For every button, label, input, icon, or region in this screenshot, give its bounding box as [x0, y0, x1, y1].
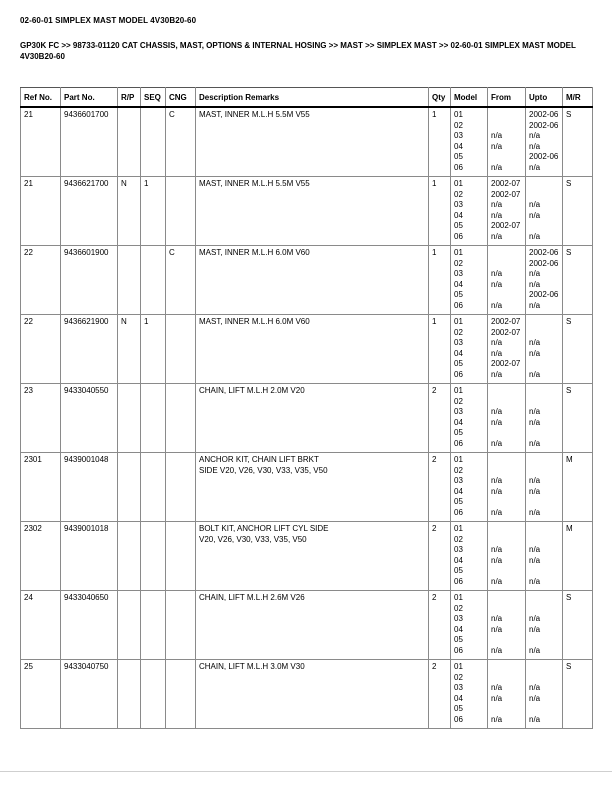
upto-line	[529, 455, 559, 466]
cng-cell	[166, 453, 196, 522]
model-line: 03	[454, 200, 463, 210]
upto-line	[529, 593, 559, 604]
upto-line: n/a	[529, 476, 541, 486]
upto-line	[529, 662, 559, 673]
from-line: n/a	[491, 507, 503, 517]
upto-line: n/a	[529, 714, 541, 724]
upto-line: n/a	[529, 141, 541, 151]
model-line: 04	[454, 141, 463, 151]
from-line: 2002-07	[491, 359, 521, 369]
table-row	[21, 522, 593, 591]
description-line: ANCHOR KIT, CHAIN LIFT BRKT	[199, 455, 319, 465]
from-line: n/a	[491, 269, 503, 279]
parts-table	[20, 87, 593, 729]
model-line: 01	[454, 110, 463, 120]
col-header-description: Description Remarks	[196, 88, 429, 108]
model-line: 01	[454, 248, 463, 258]
upto-line	[529, 386, 559, 397]
from-line: n/a	[491, 438, 503, 448]
description-line: V20, V26, V30, V33, V35, V50	[199, 534, 307, 544]
from-line	[491, 455, 522, 466]
from-cell	[488, 384, 526, 453]
rp-cell	[118, 107, 141, 177]
upto-cell	[526, 384, 563, 453]
model-line: 03	[454, 407, 463, 417]
upto-line: 2002-06	[529, 152, 559, 162]
upto-cell	[526, 522, 563, 591]
part-no-cell: 9433040750	[61, 660, 118, 729]
seq-cell	[141, 453, 166, 522]
upto-line: n/a	[529, 369, 541, 379]
model-line: 05	[454, 152, 463, 162]
upto-line: n/a	[529, 348, 541, 358]
model-line: 06	[454, 300, 463, 310]
upto-line: n/a	[529, 614, 541, 624]
model-line: 01	[454, 179, 463, 189]
from-line: 2002-07	[491, 317, 521, 327]
model-line: 06	[454, 576, 463, 586]
from-cell	[488, 315, 526, 384]
rp-cell	[118, 591, 141, 660]
model-line: 03	[454, 476, 463, 486]
from-line	[491, 704, 522, 715]
from-line	[491, 566, 522, 577]
model-line: 06	[454, 714, 463, 724]
upto-cell	[526, 453, 563, 522]
upto-line: 2002-06	[529, 258, 559, 268]
upto-line: 2002-06	[529, 248, 559, 258]
description-cell	[196, 177, 429, 246]
table-row	[21, 315, 593, 384]
ref-no-cell: 21	[21, 177, 61, 246]
upto-line	[529, 604, 559, 615]
model-line: 03	[454, 683, 463, 693]
upto-line	[529, 704, 559, 715]
seq-cell	[141, 591, 166, 660]
part-no-cell: 9433040550	[61, 384, 118, 453]
description-line: CHAIN, LIFT M.L.H 3.0M V30	[199, 662, 305, 672]
model-line: 03	[454, 614, 463, 624]
from-line	[491, 604, 522, 615]
upto-line: 2002-06	[529, 120, 559, 130]
qty-cell: 2	[429, 591, 451, 660]
from-line: n/a	[491, 279, 503, 289]
model-line: 01	[454, 524, 463, 534]
model-cell	[451, 660, 488, 729]
model-line: 05	[454, 221, 463, 231]
model-line: 01	[454, 662, 463, 672]
cng-cell	[166, 591, 196, 660]
upto-cell	[526, 177, 563, 246]
seq-cell	[141, 246, 166, 315]
model-cell	[451, 453, 488, 522]
from-line: n/a	[491, 545, 503, 555]
col-header-ref-no: Ref No.	[21, 88, 61, 108]
model-line: 04	[454, 210, 463, 220]
from-line: n/a	[491, 200, 503, 210]
from-line: n/a	[491, 348, 503, 358]
upto-line: n/a	[529, 407, 541, 417]
breadcrumb: GP30K FC >> 98733-01120 CAT CHASSIS, MAST, OPTIONS & INTERNAL HOSING >> MAST >> SIMPLEX MAST >> 02-60-01 SIMPLEX MAST MODEL 4V30B20-60	[20, 41, 576, 62]
upto-line: n/a	[529, 576, 541, 586]
part-no-cell: 9439001048	[61, 453, 118, 522]
from-line	[491, 259, 522, 270]
col-header-seq: SEQ	[141, 88, 166, 108]
from-cell	[488, 522, 526, 591]
from-line: 2002-07	[491, 327, 521, 337]
model-line: 02	[454, 189, 463, 199]
model-line: 03	[454, 269, 463, 279]
mr-cell: S	[563, 384, 593, 453]
upto-line: n/a	[529, 131, 541, 141]
model-line: 04	[454, 348, 463, 358]
upto-cell	[526, 315, 563, 384]
model-line: 05	[454, 635, 463, 645]
upto-cell	[526, 246, 563, 315]
upto-line: 2002-06	[529, 290, 559, 300]
description-cell	[196, 660, 429, 729]
upto-line: n/a	[529, 645, 541, 655]
model-line: 02	[454, 672, 463, 682]
from-line	[491, 466, 522, 477]
upto-line: n/a	[529, 507, 541, 517]
from-line: n/a	[491, 407, 503, 417]
model-line: 03	[454, 545, 463, 555]
model-line: 02	[454, 327, 463, 337]
model-line: 05	[454, 704, 463, 714]
upto-line	[529, 328, 559, 339]
from-cell	[488, 107, 526, 177]
from-cell	[488, 453, 526, 522]
table-row	[21, 177, 593, 246]
model-line: 06	[454, 645, 463, 655]
description-cell	[196, 107, 429, 177]
from-line: n/a	[491, 476, 503, 486]
qty-cell: 1	[429, 246, 451, 315]
seq-cell	[141, 660, 166, 729]
cng-cell	[166, 384, 196, 453]
upto-line: n/a	[529, 200, 541, 210]
from-line: n/a	[491, 645, 503, 655]
from-line: n/a	[491, 210, 503, 220]
description-cell	[196, 522, 429, 591]
upto-line: n/a	[529, 545, 541, 555]
upto-cell	[526, 660, 563, 729]
ref-no-cell: 22	[21, 315, 61, 384]
cng-cell	[166, 315, 196, 384]
description-line: SIDE V20, V26, V30, V33, V35, V50	[199, 465, 328, 475]
model-line: 02	[454, 120, 463, 130]
model-line: 02	[454, 465, 463, 475]
upto-line: n/a	[529, 683, 541, 693]
from-line	[491, 290, 522, 301]
upto-line: n/a	[529, 693, 541, 703]
qty-cell: 1	[429, 107, 451, 177]
model-line: 02	[454, 603, 463, 613]
rp-cell	[118, 246, 141, 315]
col-header-rp: R/P	[118, 88, 141, 108]
part-no-cell: 9436601700	[61, 107, 118, 177]
table-row	[21, 384, 593, 453]
from-line: n/a	[491, 338, 503, 348]
model-line: 02	[454, 534, 463, 544]
model-line: 06	[454, 438, 463, 448]
from-line	[491, 535, 522, 546]
qty-cell: 2	[429, 384, 451, 453]
table-row	[21, 453, 593, 522]
from-line: n/a	[491, 131, 503, 141]
description-line: MAST, INNER M.L.H 5.5M V55	[199, 110, 310, 120]
description-cell	[196, 315, 429, 384]
upto-line: n/a	[529, 210, 541, 220]
model-line: 06	[454, 507, 463, 517]
model-line: 01	[454, 455, 463, 465]
upto-line	[529, 428, 559, 439]
table-row	[21, 246, 593, 315]
mr-cell: M	[563, 522, 593, 591]
qty-cell: 2	[429, 522, 451, 591]
ref-no-cell: 24	[21, 591, 61, 660]
description-line: BOLT KIT, ANCHOR LIFT CYL SIDE	[199, 524, 329, 534]
rp-cell	[118, 453, 141, 522]
model-line: 06	[454, 369, 463, 379]
from-line	[491, 593, 522, 604]
model-cell	[451, 177, 488, 246]
part-no-cell: 9436621700	[61, 177, 118, 246]
cng-cell	[166, 660, 196, 729]
from-line	[491, 497, 522, 508]
parts-table-body	[21, 107, 593, 729]
from-line: n/a	[491, 141, 503, 151]
table-row	[21, 660, 593, 729]
from-line	[491, 152, 522, 163]
model-line: 06	[454, 162, 463, 172]
col-header-qty: Qty	[429, 88, 451, 108]
model-line: 05	[454, 359, 463, 369]
cng-cell	[166, 522, 196, 591]
part-no-cell: 9436621900	[61, 315, 118, 384]
col-header-from: From	[488, 88, 526, 108]
model-cell	[451, 107, 488, 177]
upto-line: n/a	[529, 162, 541, 172]
upto-line: n/a	[529, 269, 541, 279]
from-line: n/a	[491, 714, 503, 724]
mr-cell: S	[563, 107, 593, 177]
upto-line: n/a	[529, 438, 541, 448]
description-cell	[196, 246, 429, 315]
mr-cell: S	[563, 177, 593, 246]
description-line: CHAIN, LIFT M.L.H 2.0M V20	[199, 386, 305, 396]
model-line: 04	[454, 279, 463, 289]
seq-cell	[141, 107, 166, 177]
upto-line: n/a	[529, 486, 541, 496]
from-line: 2002-07	[491, 179, 521, 189]
from-line	[491, 635, 522, 646]
from-line: 2002-07	[491, 189, 521, 199]
model-cell	[451, 315, 488, 384]
model-line: 05	[454, 428, 463, 438]
from-line: n/a	[491, 624, 503, 634]
model-line: 05	[454, 566, 463, 576]
from-line: n/a	[491, 486, 503, 496]
from-line	[491, 121, 522, 132]
mr-cell: S	[563, 315, 593, 384]
upto-cell	[526, 107, 563, 177]
ref-no-cell: 2302	[21, 522, 61, 591]
upto-line: n/a	[529, 300, 541, 310]
rp-cell: N	[118, 177, 141, 246]
ref-no-cell: 22	[21, 246, 61, 315]
upto-line	[529, 535, 559, 546]
seq-cell: 1	[141, 315, 166, 384]
from-line: n/a	[491, 683, 503, 693]
upto-line: n/a	[529, 231, 541, 241]
col-header-cng: CNG	[166, 88, 196, 108]
ref-no-cell: 25	[21, 660, 61, 729]
table-row	[21, 591, 593, 660]
from-line: n/a	[491, 576, 503, 586]
table-row	[21, 107, 593, 177]
upto-line	[529, 179, 559, 190]
from-line: n/a	[491, 417, 503, 427]
upto-line: 2002-06	[529, 110, 559, 120]
upto-cell	[526, 591, 563, 660]
mr-cell: S	[563, 246, 593, 315]
upto-line	[529, 190, 559, 201]
qty-cell: 2	[429, 660, 451, 729]
ref-no-cell: 23	[21, 384, 61, 453]
from-line	[491, 662, 522, 673]
upto-line	[529, 497, 559, 508]
description-line: MAST, INNER M.L.H 5.5M V55	[199, 179, 310, 189]
upto-line: n/a	[529, 338, 541, 348]
part-no-cell: 9439001018	[61, 522, 118, 591]
seq-cell	[141, 384, 166, 453]
ref-no-cell: 21	[21, 107, 61, 177]
model-line: 04	[454, 693, 463, 703]
model-line: 01	[454, 386, 463, 396]
model-cell	[451, 591, 488, 660]
model-line: 03	[454, 338, 463, 348]
mr-cell: M	[563, 453, 593, 522]
ref-no-cell: 2301	[21, 453, 61, 522]
part-no-cell: 9433040650	[61, 591, 118, 660]
description-line: CHAIN, LIFT M.L.H 2.6M V26	[199, 593, 305, 603]
model-line: 01	[454, 317, 463, 327]
col-header-mr: M/R	[563, 88, 593, 108]
qty-cell: 1	[429, 315, 451, 384]
part-no-cell: 9436601900	[61, 246, 118, 315]
from-line: n/a	[491, 555, 503, 565]
description-line: MAST, INNER M.L.H 6.0M V60	[199, 317, 310, 327]
upto-line: n/a	[529, 279, 541, 289]
from-line	[491, 428, 522, 439]
from-cell	[488, 591, 526, 660]
upto-line	[529, 359, 559, 370]
upto-line	[529, 397, 559, 408]
from-line: n/a	[491, 369, 503, 379]
from-line	[491, 397, 522, 408]
col-header-model: Model	[451, 88, 488, 108]
description-cell	[196, 384, 429, 453]
cng-cell	[166, 177, 196, 246]
table-header-row	[21, 88, 593, 108]
model-cell	[451, 384, 488, 453]
from-line	[491, 673, 522, 684]
model-cell	[451, 522, 488, 591]
upto-line	[529, 566, 559, 577]
from-cell	[488, 660, 526, 729]
description-line: MAST, INNER M.L.H 6.0M V60	[199, 248, 310, 258]
rp-cell	[118, 522, 141, 591]
model-line: 04	[454, 486, 463, 496]
upto-line	[529, 466, 559, 477]
col-header-part-no: Part No.	[61, 88, 118, 108]
description-cell	[196, 591, 429, 660]
from-line: n/a	[491, 614, 503, 624]
from-line	[491, 110, 522, 121]
model-line: 02	[454, 396, 463, 406]
from-line: n/a	[491, 693, 503, 703]
model-cell	[451, 246, 488, 315]
from-cell	[488, 177, 526, 246]
description-cell	[196, 453, 429, 522]
upto-line	[529, 524, 559, 535]
rp-cell	[118, 660, 141, 729]
upto-line	[529, 635, 559, 646]
model-line: 03	[454, 131, 463, 141]
qty-cell: 2	[429, 453, 451, 522]
upto-line	[529, 673, 559, 684]
upto-line	[529, 221, 559, 232]
rp-cell	[118, 384, 141, 453]
from-line	[491, 248, 522, 259]
cng-cell: C	[166, 107, 196, 177]
model-line: 04	[454, 624, 463, 634]
model-line: 01	[454, 593, 463, 603]
upto-line: n/a	[529, 624, 541, 634]
model-line: 05	[454, 290, 463, 300]
upto-line: n/a	[529, 555, 541, 565]
seq-cell: 1	[141, 177, 166, 246]
qty-cell: 1	[429, 177, 451, 246]
model-line: 06	[454, 231, 463, 241]
from-line: 2002-07	[491, 221, 521, 231]
seq-cell	[141, 522, 166, 591]
from-line: n/a	[491, 231, 503, 241]
from-line	[491, 386, 522, 397]
model-line: 04	[454, 417, 463, 427]
col-header-upto: Upto	[526, 88, 563, 108]
cng-cell: C	[166, 246, 196, 315]
model-line: 05	[454, 497, 463, 507]
upto-line	[529, 317, 559, 328]
from-line: n/a	[491, 300, 503, 310]
page-footer-divider	[0, 771, 612, 772]
mr-cell: S	[563, 591, 593, 660]
model-line: 04	[454, 555, 463, 565]
from-line: n/a	[491, 162, 503, 172]
upto-line: n/a	[529, 417, 541, 427]
page-title: 02-60-01 SIMPLEX MAST MODEL 4V30B20-60	[20, 16, 197, 25]
mr-cell: S	[563, 660, 593, 729]
rp-cell: N	[118, 315, 141, 384]
model-line: 02	[454, 258, 463, 268]
from-line	[491, 524, 522, 535]
from-cell	[488, 246, 526, 315]
